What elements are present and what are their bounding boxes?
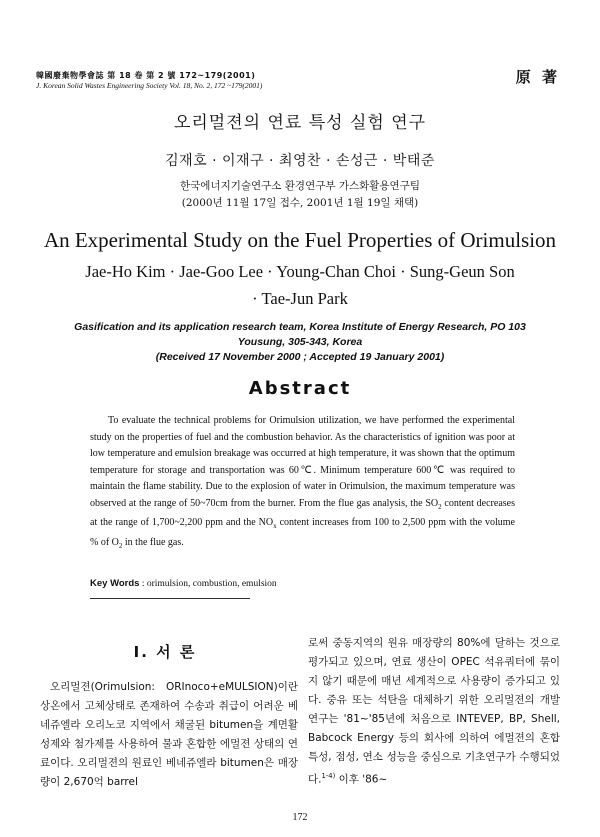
body-right-text: 로써 중동지역의 원유 매장량의 80%에 달하는 것으로 평가되고 있으며, 연료 생산이 OPEC 석유쿼터에 묶이지 않기 때문에 매년 세계적으로 사용량이 증가되고 있다. 중유 또는 석탄을 대체하기 위한 오리멀젼의 개발 연구는 '81~'85년에 처음으로 INTEVEP, BP, Shell, Babcock Energy 등의 회사에 의하여 에멀젼의 혼합특성, 점성, 연소 성능을 중심으로 기초연구가 수행되었다. [308,637,560,786]
abstract-text-part4: in the flue gas. [122,536,184,548]
body-right-text-end: 이후 '86~ [335,773,388,786]
affiliation-english [60,320,540,365]
received-accepted-dates: (Received 17 November 2000 ; Accepted 19 January 2001) [155,351,445,363]
authors-english-line1: Jae-Ho Kim · Jae-Goo Lee · Young-Chan Choi · Sung-Geun Son [85,262,515,281]
page-number: 172 [292,812,308,823]
abstract-subscript: 2 [118,541,123,550]
authors-english-line2: · Tae-Jun Park [252,289,348,308]
authors-korean: 김재호 · 이재구 · 최영찬 · 손성근 · 박태준 [165,153,435,169]
abstract-text-part3: content increases from 100 to 2,500 ppm with the volume % of O [90,517,515,548]
dates-korean: (2000년 11월 17일 접수, 2001년 1월 19일 채택) [181,197,419,209]
keywords-label: Key Words [90,578,140,589]
journal-name-english: J. Korean Solid Wastes Engineering Society Vol. 18, No. 2, 172 ~179(2001) [36,81,263,90]
affiliation-english-line1: Gasification and its application research team, Korea Institute of Energy Research, PO 103 [74,321,526,333]
body-column-right [308,634,560,790]
article-type-badge: 原 著 [515,68,560,86]
title-english: An Experimental Study on the Fuel Properties of Orimulsion [43,228,557,252]
keywords-divider [90,598,250,599]
affiliation-korean: 한국에너지기술연구소 환경연구부 가스화활용연구팀 [180,180,420,192]
abstract-subscript: 2 [438,502,442,511]
body-column-left: 오리멀젼(Orimulsion: ORInoco+eMULSION)이란 상온에서 고체상태로 존재하여 수송과 취급이 어려운 베네쥬엘라 오리노코 지역에서 채굴된 bitumen을 계면활성제와 첨가제를 사용하여 물과 혼합한 에멀젼 상태의 연료이다. 오리멀젼의 원료인 베네쥬엘라 bitumen은 매장량이 2,670억 barrel [40,681,298,788]
affiliation-english-line2: Yousung, 305-343, Korea [237,336,363,348]
abstract-text [90,413,515,554]
abstract-text-part2: content decreases at the range of 1,700~2,200 ppm and the NO [90,497,515,528]
keywords [90,578,277,589]
journal-name-korean: 韓國廢棄物學會誌 第 18 卷 第 2 號 172~179(2001) [36,71,256,80]
abstract-subscript: x [273,522,277,530]
keywords-separator: : [139,579,147,589]
abstract-text-part1: To evaluate the technical problems for Orimulsion utilization, we have performed the experimental study on the properties of fuel and the combustion behavior. As the characteristics of ignition was poor at low temperature and emulsion breakage was occurred at high temperature, it was shown that the optimum temperature for storage and transportation was 60℃. Minimum temperature 600℃ was required to maintain the flame stability. Due to the explosion of water in Orimulsion, the maximum temperature was observed at the range of 50~70cm from the burner. From the flue gas analysis, the SO [90,415,515,509]
citation-superscript: 1-4) [321,772,336,780]
title-korean: 오리멀젼의 연료 특성 실험 연구 [173,113,427,133]
keywords-value: orimulsion, combustion, emulsion [146,579,277,589]
abstract-heading: Abstract [248,378,352,399]
section-heading-introduction: I. 서 론 [133,643,197,661]
